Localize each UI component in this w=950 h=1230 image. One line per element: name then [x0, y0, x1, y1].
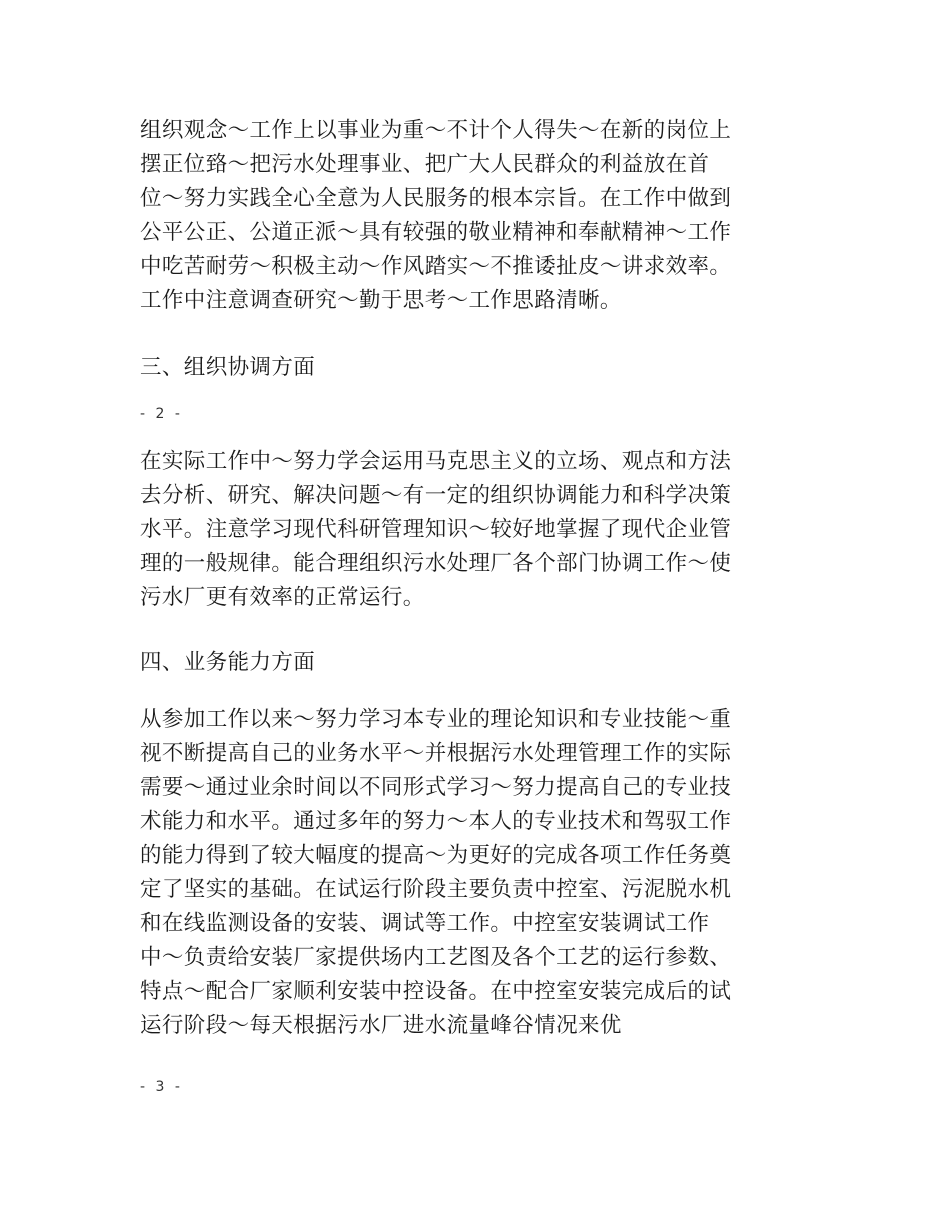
text-line: 定了坚实的基础。在试运行阶段主要负责中控室、污泥脱水机 [140, 877, 732, 902]
text-line: 需要～通过业余时间以不同形式学习～努力提高自己的专业技 [140, 775, 732, 800]
paragraph-business-ability [140, 703, 731, 1043]
text-line: 的能力得到了较大幅度的提高～为更好的完成各项工作任务奠 [140, 843, 732, 868]
text-line: 中～负责给安装厂家提供场内工艺图及各个工艺的运行参数、 [140, 945, 732, 970]
text-line: 理的一般规律。能合理组织污水处理厂各个部门协调工作～使 [140, 551, 732, 576]
section-heading-business-ability: 四、业务能力方面 [140, 650, 316, 675]
text-line: 公平公正、公道正派～具有较强的敬业精神和奉献精神～工作 [140, 220, 732, 245]
page-number: - 2 - [140, 406, 183, 422]
text-line: 中吃苦耐劳～积极主动～作风踏实～不推诿扯皮～讲求效率。 [140, 254, 732, 279]
paragraph-organization-concept [140, 114, 731, 318]
text-line: 位～努力实践全心全意为人民服务的根本宗旨。在工作中做到 [140, 186, 732, 211]
section-heading-coordination: 三、组织协调方面 [140, 355, 316, 380]
text-line: 视不断提高自己的业务水平～并根据污水处理管理工作的实际 [140, 741, 732, 766]
text-line: 术能力和水平。通过多年的努力～本人的专业技术和驾驭工作 [140, 809, 732, 834]
text-line: 工作中注意调查研究～勤于思考～工作思路清晰。 [140, 288, 622, 313]
text-line: 水平。注意学习现代科研管理知识～较好地掌握了现代企业管 [140, 517, 732, 542]
text-line: 去分析、研究、解决问题～有一定的组织协调能力和科学决策 [140, 483, 732, 508]
paragraph-coordination [140, 445, 731, 615]
page-number: - 3 - [140, 1079, 183, 1095]
text-line: 运行阶段～每天根据污水厂进水流量峰谷情况来优 [140, 1013, 622, 1038]
text-line: 和在线监测设备的安装、调试等工作。中控室安装调试工作 [140, 911, 710, 936]
text-line: 组织观念～工作上以事业为重～不计个人得失～在新的岗位上 [140, 118, 732, 143]
text-line: 从参加工作以来～努力学习本专业的理论知识和专业技能～重 [140, 707, 732, 732]
text-line: 摆正位臵～把污水处理事业、把广大人民群众的利益放在首 [140, 152, 710, 177]
text-line: 在实际工作中～努力学会运用马克思主义的立场、观点和方法 [140, 449, 732, 474]
text-line: 特点～配合厂家顺利安装中控设备。在中控室安装完成后的试 [140, 979, 732, 1004]
text-line: 污水厂更有效率的正常运行。 [140, 585, 425, 610]
